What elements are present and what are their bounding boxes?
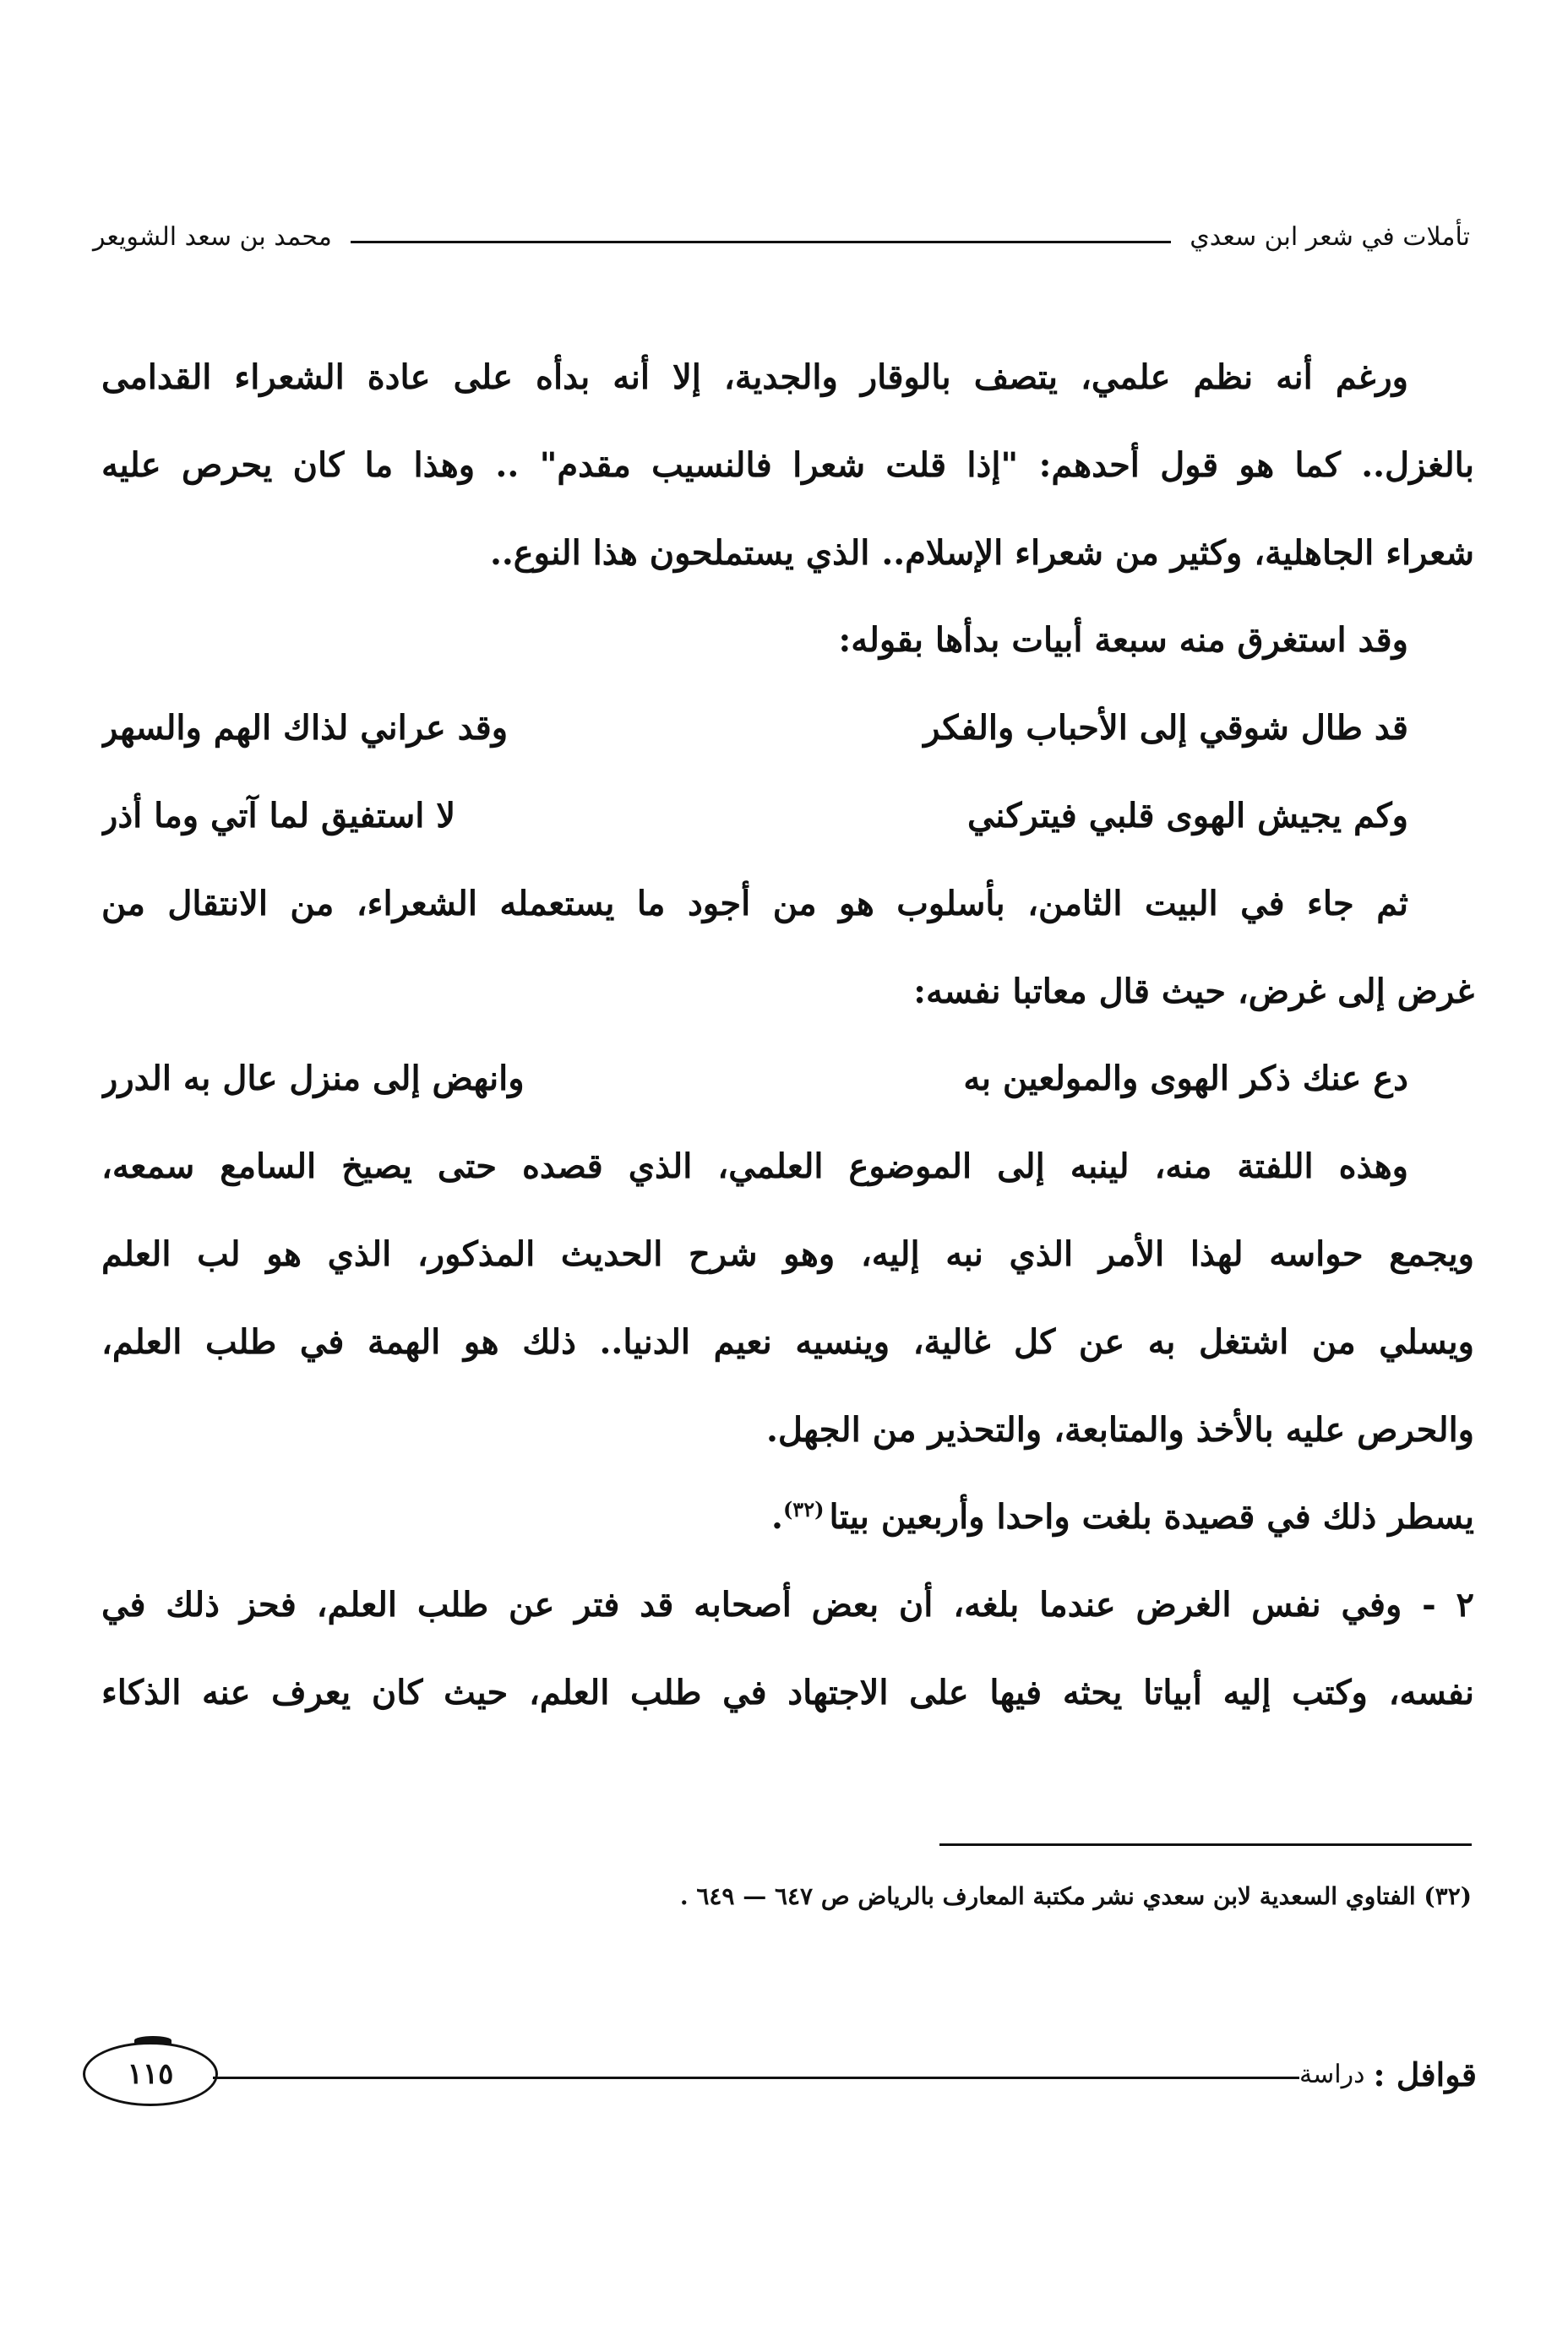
paragraph-line: وهذه اللفتة منه، لينبه إلى الموضوع العلمي، الذي قصده حتى يصيخ السامع سمعه،: [101, 1146, 1408, 1187]
footnote-reference: (٣٢): [782, 1497, 825, 1522]
page-number-badge: [83, 2042, 218, 2106]
paragraph-line: نفسه، وكتب إليه أبياتا يحثه فيها على الاجتهاد في طلب العلم، حيث كان يعرف عنه الذكاء: [101, 1672, 1474, 1712]
paragraph-line: ثم جاء في البيت الثامن، بأسلوب هو من أجود ما يستعمله الشعراء، من الانتقال من: [101, 883, 1408, 923]
verse-line: [101, 1035, 1474, 1123]
verse-first-hemistich: دع عنك ذكر الهوى والمولعين به: [963, 1059, 1408, 1099]
paragraph-line: ورغم أنه نظم علمي، يتصف بالوقار والجدية، إلا أنه بدأه على عادة الشعراء القدامى: [101, 357, 1408, 397]
verse-second-hemistich: لا استفيق لما آتي وما أذر: [101, 795, 456, 836]
paragraph-line: شعراء الجاهلية، وكثير من شعراء الإسلام.. الذي يستملحون هذا النوع..: [489, 532, 1474, 573]
footer-rule: [213, 2077, 1299, 2079]
body-text: [101, 334, 1474, 1737]
verse-first-hemistich: قد طال شوقي إلى الأحباب والفكر: [923, 708, 1408, 749]
verse-first-hemistich: وكم يجيش الهوى قلبي فيتركني: [967, 795, 1408, 836]
paragraph-line: بالغزل.. كما هو قول أحدهم: "إذا قلت شعرا فالنسيب مقدم" .. وهذا ما كان يحرص عليه: [101, 444, 1474, 485]
header-rule: [351, 241, 1171, 243]
paragraph-line: غرض إلى غرض، حيث قال معاتبا نفسه:: [913, 971, 1474, 1011]
verse-line: [101, 772, 1474, 860]
footnote: (٣٢) الفتاوي السعدية لابن سعدي نشر مكتبة المعارف بالرياض ص ٦٤٧ — ٦٤٩ .: [679, 1882, 1472, 1910]
paragraph-line: ويسلي من اشتغل به عن كل غالية، وينسيه نعيم الدنيا.. ذلك هو الهمة في طلب العلم،: [101, 1321, 1474, 1362]
running-footer: [83, 2028, 1477, 2121]
header-author: محمد بن سعد الشويعر: [93, 221, 332, 252]
paragraph-line: ٢ - وفي نفس الغرض عندما بلغه، أن بعض أصحابه قد فتر عن طلب العلم، فحز ذلك في: [101, 1585, 1474, 1625]
sentence-end: .: [771, 1497, 783, 1538]
journal-name: قوافل :: [1373, 2055, 1477, 2093]
paragraph-line: ويجمع حواسه لهذا الأمر الذي نبه إليه، وهو شرح الحديث المذكور، الذي هو لب العلم: [101, 1233, 1474, 1274]
journal-section: دراسة: [1299, 2059, 1365, 2089]
paragraph-line: والحرص عليه بالأخذ والمتابعة، والتحذير من الجهل.: [765, 1409, 1474, 1450]
verse-line: [101, 684, 1474, 772]
verse-second-hemistich: وانهض إلى منزل عال به الدرر: [101, 1059, 525, 1099]
footnote-separator: [939, 1843, 1472, 1846]
running-header: [93, 211, 1470, 262]
page-number: ١١٥: [127, 2057, 174, 2091]
verse-second-hemistich: وقد عراني لذاك الهم والسهر: [101, 708, 509, 749]
header-book-title: تأملات في شعر ابن سعدي: [1190, 221, 1470, 252]
paragraph-line: وقد استغرق منه سبعة أبيات بدأها بقوله:: [838, 620, 1408, 661]
paragraph-text: يسطر ذلك في قصيدة بلغت واحدا وأربعين بيتا: [829, 1497, 1474, 1538]
paragraph-line-with-footnote: [101, 1473, 1474, 1561]
